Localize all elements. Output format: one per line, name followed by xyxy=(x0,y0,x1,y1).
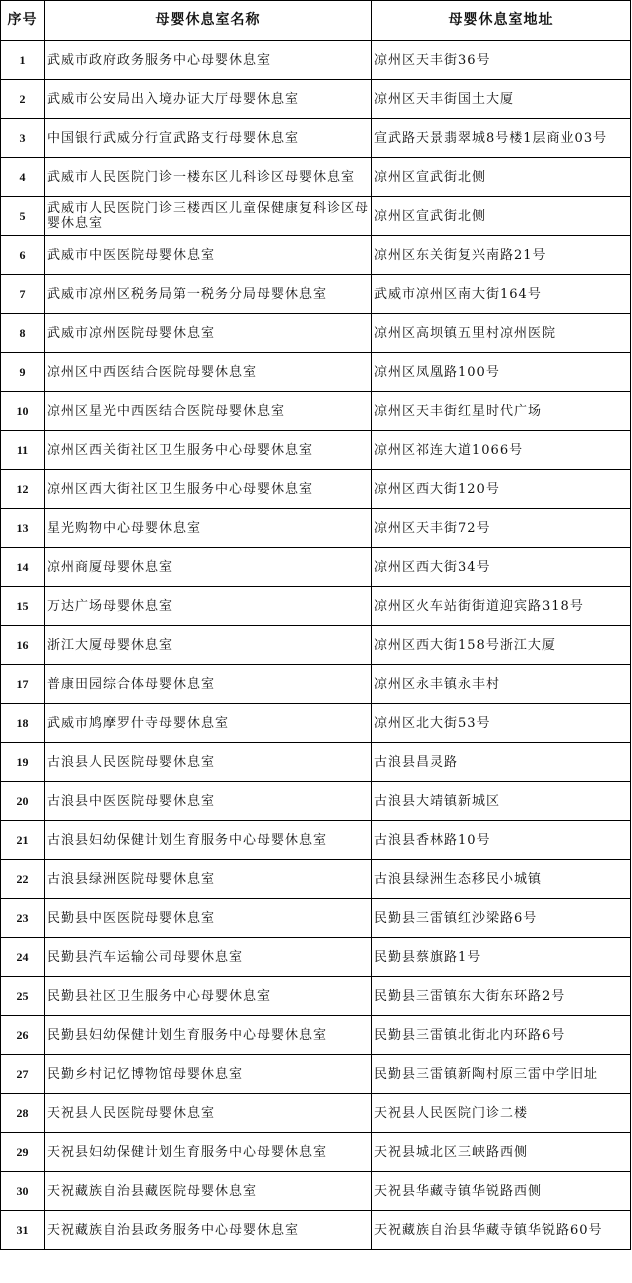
row-name: 古浪县人民医院母婴休息室 xyxy=(45,743,372,782)
row-index: 22 xyxy=(1,860,45,899)
table-row xyxy=(1,1016,631,1055)
row-index: 27 xyxy=(1,1055,45,1094)
row-name: 古浪县妇幼保健计划生育服务中心母婴休息室 xyxy=(45,821,372,860)
table-row xyxy=(1,1172,631,1211)
table-row xyxy=(1,197,631,236)
row-index: 5 xyxy=(1,197,45,236)
table-row xyxy=(1,1133,631,1172)
row-name: 民勤乡村记忆博物馆母婴休息室 xyxy=(45,1055,372,1094)
row-name: 凉州区西大街社区卫生服务中心母婴休息室 xyxy=(45,470,372,509)
row-name: 天祝藏族自治县藏医院母婴休息室 xyxy=(45,1172,372,1211)
row-index: 8 xyxy=(1,314,45,353)
row-index: 23 xyxy=(1,899,45,938)
header-name: 母婴休息室名称 xyxy=(45,1,372,41)
row-index: 12 xyxy=(1,470,45,509)
row-address: 凉州区东关街复兴南路21号 xyxy=(372,236,631,275)
table-row xyxy=(1,548,631,587)
row-index: 17 xyxy=(1,665,45,704)
row-index: 10 xyxy=(1,392,45,431)
table-row xyxy=(1,1055,631,1094)
row-address: 民勤县三雷镇新陶村原三雷中学旧址 xyxy=(372,1055,631,1094)
row-index: 2 xyxy=(1,80,45,119)
row-name: 中国银行武威分行宣武路支行母婴休息室 xyxy=(45,119,372,158)
row-index: 29 xyxy=(1,1133,45,1172)
table-row xyxy=(1,431,631,470)
row-address: 武威市凉州区南大街164号 xyxy=(372,275,631,314)
row-index: 31 xyxy=(1,1211,45,1250)
row-index: 24 xyxy=(1,938,45,977)
row-name: 民勤县汽车运输公司母婴休息室 xyxy=(45,938,372,977)
row-index: 18 xyxy=(1,704,45,743)
table-row xyxy=(1,626,631,665)
row-index: 9 xyxy=(1,353,45,392)
row-name: 武威市鸠摩罗什寺母婴休息室 xyxy=(45,704,372,743)
table-body xyxy=(1,41,631,1250)
row-name: 天祝县妇幼保健计划生育服务中心母婴休息室 xyxy=(45,1133,372,1172)
row-index: 30 xyxy=(1,1172,45,1211)
row-index: 3 xyxy=(1,119,45,158)
row-index: 6 xyxy=(1,236,45,275)
row-index: 28 xyxy=(1,1094,45,1133)
row-address: 凉州区天丰街国土大厦 xyxy=(372,80,631,119)
row-address: 凉州区天丰街红星时代广场 xyxy=(372,392,631,431)
row-address: 凉州区西大街34号 xyxy=(372,548,631,587)
table-row xyxy=(1,821,631,860)
row-name: 凉州区西关街社区卫生服务中心母婴休息室 xyxy=(45,431,372,470)
row-address: 天祝县华藏寺镇华锐路西侧 xyxy=(372,1172,631,1211)
header-row xyxy=(1,1,631,41)
row-name: 武威市公安局出入境办证大厅母婴休息室 xyxy=(45,80,372,119)
table-row xyxy=(1,509,631,548)
row-name: 凉州区星光中西医结合医院母婴休息室 xyxy=(45,392,372,431)
row-index: 1 xyxy=(1,41,45,80)
table-row xyxy=(1,665,631,704)
table-row xyxy=(1,587,631,626)
row-address: 凉州区北大街53号 xyxy=(372,704,631,743)
row-index: 13 xyxy=(1,509,45,548)
row-address: 民勤县三雷镇红沙梁路6号 xyxy=(372,899,631,938)
table-row xyxy=(1,470,631,509)
row-name: 普康田园综合体母婴休息室 xyxy=(45,665,372,704)
row-name: 浙江大厦母婴休息室 xyxy=(45,626,372,665)
row-name: 武威市政府政务服务中心母婴休息室 xyxy=(45,41,372,80)
row-index: 7 xyxy=(1,275,45,314)
row-name: 凉州区中西医结合医院母婴休息室 xyxy=(45,353,372,392)
row-name: 民勤县社区卫生服务中心母婴休息室 xyxy=(45,977,372,1016)
row-address: 民勤县三雷镇东大街东环路2号 xyxy=(372,977,631,1016)
row-name: 天祝县人民医院母婴休息室 xyxy=(45,1094,372,1133)
table-row xyxy=(1,938,631,977)
table-row xyxy=(1,41,631,80)
row-address: 古浪县昌灵路 xyxy=(372,743,631,782)
row-index: 21 xyxy=(1,821,45,860)
table-row xyxy=(1,1094,631,1133)
row-index: 25 xyxy=(1,977,45,1016)
row-address: 凉州区祁连大道1066号 xyxy=(372,431,631,470)
row-address: 凉州区宣武街北侧 xyxy=(372,197,631,236)
table-row xyxy=(1,704,631,743)
header-index: 序号 xyxy=(1,1,45,41)
row-address: 天祝县人民医院门诊二楼 xyxy=(372,1094,631,1133)
table-row xyxy=(1,80,631,119)
table-header xyxy=(1,1,631,41)
row-address: 天祝县城北区三峡路西侧 xyxy=(372,1133,631,1172)
header-address: 母婴休息室地址 xyxy=(372,1,631,41)
row-name: 武威市中医医院母婴休息室 xyxy=(45,236,372,275)
table-row xyxy=(1,236,631,275)
row-address: 古浪县大靖镇新城区 xyxy=(372,782,631,821)
table-row xyxy=(1,275,631,314)
row-address: 民勤县蔡旗路1号 xyxy=(372,938,631,977)
row-address: 凉州区凤凰路100号 xyxy=(372,353,631,392)
table-row xyxy=(1,158,631,197)
row-index: 14 xyxy=(1,548,45,587)
row-index: 26 xyxy=(1,1016,45,1055)
row-name: 凉州商厦母婴休息室 xyxy=(45,548,372,587)
row-name: 星光购物中心母婴休息室 xyxy=(45,509,372,548)
row-name: 民勤县妇幼保健计划生育服务中心母婴休息室 xyxy=(45,1016,372,1055)
table-row xyxy=(1,119,631,158)
table-row xyxy=(1,977,631,1016)
row-name: 古浪县中医医院母婴休息室 xyxy=(45,782,372,821)
row-address: 古浪县绿洲生态移民小城镇 xyxy=(372,860,631,899)
row-index: 19 xyxy=(1,743,45,782)
row-address: 民勤县三雷镇北街北内环路6号 xyxy=(372,1016,631,1055)
row-address: 宣武路天景翡翠城8号楼1层商业03号 xyxy=(372,119,631,158)
row-index: 16 xyxy=(1,626,45,665)
row-address: 凉州区永丰镇永丰村 xyxy=(372,665,631,704)
row-index: 15 xyxy=(1,587,45,626)
row-name: 武威市人民医院门诊三楼西区儿童保健康复科诊区母婴休息室 xyxy=(45,197,372,236)
row-address: 凉州区西大街158号浙江大厦 xyxy=(372,626,631,665)
row-address: 凉州区高坝镇五里村凉州医院 xyxy=(372,314,631,353)
row-index: 11 xyxy=(1,431,45,470)
table-row xyxy=(1,392,631,431)
row-index: 4 xyxy=(1,158,45,197)
row-address: 凉州区宣武街北侧 xyxy=(372,158,631,197)
row-name: 古浪县绿洲医院母婴休息室 xyxy=(45,860,372,899)
row-address: 凉州区天丰街72号 xyxy=(372,509,631,548)
table-row xyxy=(1,743,631,782)
table-row xyxy=(1,782,631,821)
row-address: 古浪县香林路10号 xyxy=(372,821,631,860)
table-row xyxy=(1,899,631,938)
row-name: 万达广场母婴休息室 xyxy=(45,587,372,626)
row-name: 武威市凉州医院母婴休息室 xyxy=(45,314,372,353)
table-row xyxy=(1,1211,631,1250)
table-row xyxy=(1,353,631,392)
row-name: 武威市凉州区税务局第一税务分局母婴休息室 xyxy=(45,275,372,314)
row-address: 凉州区西大街120号 xyxy=(372,470,631,509)
table-row xyxy=(1,314,631,353)
table-row xyxy=(1,860,631,899)
row-address: 天祝藏族自治县华藏寺镇华锐路60号 xyxy=(372,1211,631,1250)
row-address: 凉州区天丰街36号 xyxy=(372,41,631,80)
row-index: 20 xyxy=(1,782,45,821)
row-name: 武威市人民医院门诊一楼东区儿科诊区母婴休息室 xyxy=(45,158,372,197)
row-address: 凉州区火车站街街道迎宾路318号 xyxy=(372,587,631,626)
row-name: 民勤县中医医院母婴休息室 xyxy=(45,899,372,938)
row-name: 天祝藏族自治县政务服务中心母婴休息室 xyxy=(45,1211,372,1250)
